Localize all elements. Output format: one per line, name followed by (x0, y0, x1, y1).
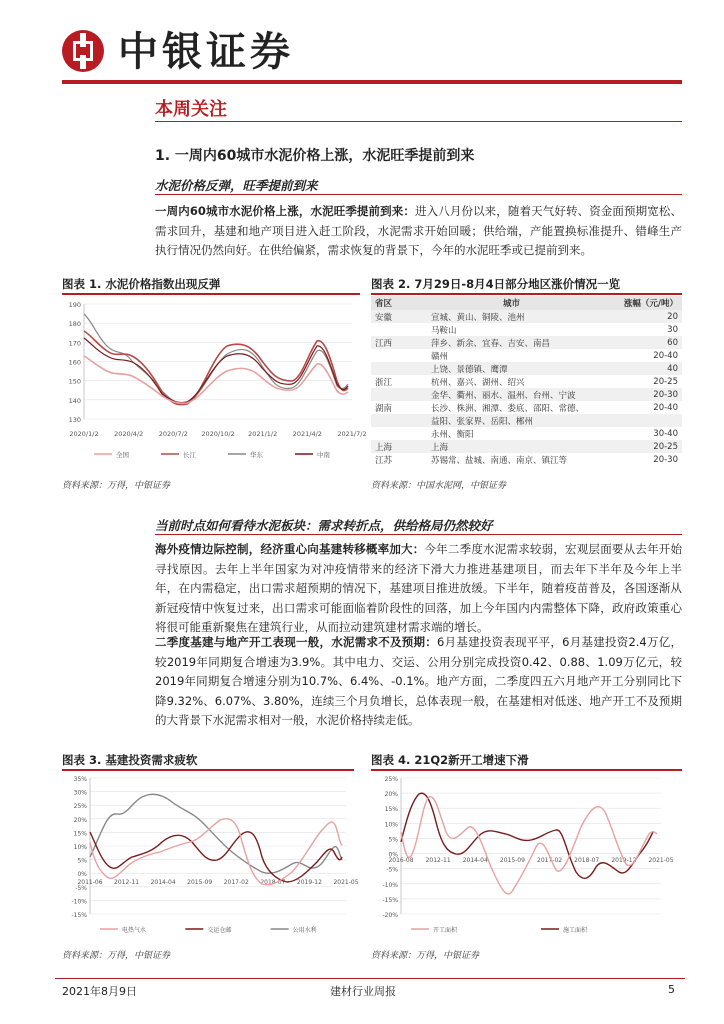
table-cell-city: 宣城、黄山、铜陵、池州 (411, 310, 612, 323)
y-tick-label: 25% (73, 803, 87, 811)
section-title: 本周关注 (155, 99, 227, 120)
subheading-1: 水泥价格反弹，旺季提前到来 (155, 178, 318, 193)
table-row (371, 388, 682, 401)
table-cell-val: 30 (667, 324, 678, 335)
x-tick-label: 2014-04 (150, 879, 176, 886)
figure-3-title: 图表 3. 基建投资需求疲软 (62, 753, 198, 767)
figure-3-rule (62, 769, 354, 771)
table-row (371, 362, 682, 375)
x-tick-label: 2020/4/2 (114, 430, 144, 438)
logo-gap (80, 47, 86, 55)
footer-page: 5 (668, 983, 675, 996)
table-cell-prov (371, 414, 411, 427)
table-row (371, 440, 682, 453)
legend-label: 全国 (116, 451, 129, 459)
figure-2-table (371, 296, 682, 466)
table-cell-prov: 江西 (371, 336, 411, 349)
legend-label: 中南 (317, 451, 330, 459)
table-cell-prov: 江苏 (375, 455, 393, 466)
y-tick-label: -5% (75, 884, 87, 892)
table-cell-val: 20-30 (612, 388, 682, 401)
footer-title: 建材行业周报 (330, 985, 396, 998)
y-tick-label: 190 (68, 301, 81, 309)
y-tick-label: 10% (73, 844, 87, 851)
y-tick-label: 150 (68, 377, 81, 386)
table-cell-prov: 湖南 (375, 403, 393, 414)
legend-label: 电热气水 (122, 927, 147, 934)
footer-rule (55, 978, 685, 979)
figure-2-table-wrap (371, 296, 682, 466)
x-tick-label: 2020/7/2 (158, 430, 188, 438)
y-tick-label: -15% (382, 896, 398, 904)
x-tick-label: 2015-09 (499, 857, 525, 864)
table-cell-city: 杭州、嘉兴、湖州、绍兴 (431, 377, 525, 388)
y-tick-label: 140 (68, 396, 81, 405)
table-row (371, 453, 682, 466)
series-national-line (84, 356, 348, 403)
table-cell-val: 60 (612, 336, 682, 349)
table-cell-city: 赣州 (431, 351, 449, 362)
paragraph-2 (155, 540, 682, 638)
table-cell-prov (371, 388, 411, 401)
figure-3-chart (62, 772, 359, 940)
x-tick-label: 2017-02 (537, 857, 563, 864)
table-row (371, 336, 682, 349)
y-tick-label: 15% (73, 830, 87, 838)
legend-label: 华东 (250, 451, 263, 459)
y-tick-label: 5% (77, 857, 87, 865)
table-row (371, 427, 682, 440)
col-header-province: 省区 (371, 296, 411, 310)
x-tick-label: 2020/10/2 (201, 430, 235, 438)
y-tick-label: 20% (73, 816, 87, 824)
figure-2-title: 图表 2. 7月29日-8月4日部分地区涨价情况一览 (371, 277, 621, 291)
brand-name: 中银证券 (118, 28, 294, 75)
y-tick-label: 160 (68, 358, 81, 367)
table-row (371, 310, 682, 323)
figure-4-source: 资料来源：万得，中银证券 (371, 951, 480, 961)
table-cell-val: 30-40 (653, 428, 678, 439)
subheading-2: 当前时点如何看待水泥板块：需求转折点，供给格局仍然较好 (155, 518, 493, 533)
y-tick-label: 10% (384, 821, 398, 829)
table-cell-city: 马鞍山 (431, 325, 457, 336)
figure-1-rule (62, 293, 360, 295)
figure-1-source: 资料来源：万得，中银证券 (62, 481, 171, 491)
series-zhongnan-line (84, 338, 348, 403)
y-tick-label: -15% (71, 912, 87, 919)
paragraph-3 (155, 633, 682, 731)
x-tick-label: 2018-07 (260, 879, 286, 886)
paragraph-3-lead: 二季度基建与地产开工表现一般，水泥需求不及预期： (155, 635, 438, 649)
legend-label: 长江 (183, 451, 196, 459)
y-tick-label: 30% (73, 789, 87, 797)
table-cell-val: 20-40 (653, 350, 678, 361)
x-tick-label: 2019-12 (611, 857, 637, 864)
figure-4-chart (371, 772, 682, 940)
y-tick-label: 130 (68, 416, 81, 424)
table-cell-prov (371, 362, 411, 375)
y-tick-label: -20% (382, 912, 398, 919)
x-tick-label: 2019-12 (296, 879, 322, 886)
table-cell-val: 40 (612, 362, 682, 375)
subheading-1-rule (155, 194, 682, 195)
x-tick-label: 2014-04 (462, 857, 488, 864)
x-tick-label: 2015-09 (187, 879, 213, 886)
x-tick-label: 2021-05 (648, 857, 674, 864)
y-tick-label: 15% (384, 806, 398, 814)
table-cell-val: 20 (612, 310, 682, 323)
y-tick-label: 0% (388, 851, 398, 859)
x-tick-label: 2021/1/2 (248, 430, 278, 438)
x-tick-label: 2021/7/2 (337, 430, 367, 438)
table-cell-val (612, 414, 682, 427)
figure-4-rule (371, 769, 682, 771)
y-tick-label: 0% (77, 871, 87, 879)
y-tick-label: 180 (68, 320, 81, 329)
heading-1: 1. 一周内60城市水泥价格上涨，水泥旺季提前到来 (155, 148, 475, 164)
table-cell-prov: 上海 (371, 440, 411, 453)
table-row (371, 401, 682, 414)
paragraph-3-text: 6月基建投资表现平平，6月基建投资2.4万亿，较2019年同期复合增速为3.9%。其中电力、交运、公用分别完成投资0.42、0.88、1.09万亿元，较2019年同期复合增速分别为10.7%、6.4%、-0.1%。地产方面，二季度四五六月地产开工分别同比下降9.32%、6.07%、3.80%，连续三个月负增长，总体表现一般，在基建相对低迷、地产开工不及预期的大背景下水泥需求相对一般，水泥价格持续走低。 (155, 635, 683, 727)
table-cell-prov (371, 349, 411, 362)
table-cell-city: 长沙、株洲、湘潭、娄底、邵阳、常德、 (431, 403, 585, 414)
table-cell-city: 苏锡常、盐城、南通、南京、镇江等 (431, 455, 568, 466)
col-header-increase: 涨幅（元/吨） (612, 296, 682, 310)
series-new-start-area-line (401, 797, 657, 894)
y-tick-label: 20% (384, 791, 398, 799)
paragraph-1-lead: 一周内60城市水泥价格上涨，水泥旺季提前到来： (155, 204, 415, 218)
table-row (371, 349, 682, 362)
legend-label: 开工面积 (433, 927, 458, 934)
table-cell-val: 20-25 (612, 440, 682, 453)
x-tick-label: 2021/4/2 (292, 430, 322, 438)
figure-1-chart (62, 296, 367, 466)
subheading-2-rule (155, 534, 682, 535)
header-rule (62, 80, 682, 84)
table-cell-prov (371, 323, 411, 336)
table-cell-city: 永州、衡阳 (431, 429, 474, 440)
table-cell-city: 上海 (411, 440, 612, 453)
series-utilities-line (90, 794, 342, 873)
table-row (371, 414, 682, 427)
y-tick-label: 5% (388, 836, 398, 844)
x-tick-label: 2016-08 (388, 857, 414, 864)
table-cell-city: 金华、衢州、丽水、温州、台州、宁波 (411, 388, 612, 401)
x-tick-label: 2017-02 (223, 879, 249, 886)
y-tick-label: 25% (384, 776, 398, 783)
figure-2-rule (371, 293, 682, 295)
y-tick-label: -5% (386, 866, 398, 874)
x-tick-label: 2011-06 (77, 879, 103, 886)
table-cell-val: 20-30 (653, 454, 678, 465)
paragraph-2-lead: 海外疫情边际控制，经济重心向基建转移概率加大： (155, 542, 425, 556)
legend-label: 施工面积 (563, 927, 588, 934)
table-cell-val: 20-25 (653, 376, 678, 387)
figure-1-title: 图表 1. 水泥价格指数出现反弹 (62, 277, 221, 291)
table-cell-city: 萍乡、新余、宜春、吉安、南昌 (411, 336, 612, 349)
table-cell-city: 上饶、景德镇、鹰潭 (411, 362, 612, 375)
y-tick-label: 170 (68, 339, 81, 348)
table-row (371, 375, 682, 388)
legend-label: 公用水利 (292, 927, 317, 934)
footer-date: 2021年8月9日 (62, 985, 137, 998)
x-tick-label: 2018-07 (574, 857, 600, 864)
legend-label: 交运仓邮 (207, 927, 232, 934)
y-tick-label: 35% (73, 776, 87, 783)
figure-2-source: 资料来源：中国水泥网，中银证券 (371, 481, 507, 491)
table-row (371, 323, 682, 336)
x-tick-label: 2021-05 (333, 879, 359, 886)
x-tick-label: 2012-11 (114, 879, 140, 886)
col-header-city: 城市 (411, 296, 612, 310)
table-cell-prov: 浙江 (375, 377, 393, 388)
figure-3-source: 资料来源：万得，中银证券 (62, 951, 171, 961)
paragraph-1-text: 进入八月份以来，随着天气好转、资金面预期宽松、需求回升，基建和地产项目进入赶工阶段，水泥需求开始回暖；供给端，产能置换标准提升、错峰生产执行情况仍然向好。在供给偏紧，需求恢复的背景下，今年的水泥旺季或已提前到来。 (155, 204, 682, 257)
figure-4-title: 图表 4. 21Q2新开工增速下滑 (371, 753, 529, 767)
table-cell-val: 20-40 (653, 402, 678, 413)
x-tick-label: 2012-11 (425, 857, 451, 864)
y-tick-label: -10% (71, 898, 87, 906)
paragraph-1 (155, 202, 682, 261)
table-cell-city: 益阳、张家界、岳阳、郴州 (411, 414, 612, 427)
y-tick-label: -10% (382, 881, 398, 889)
x-tick-label: 2020/1/2 (69, 430, 99, 438)
table-cell-prov (371, 427, 411, 440)
table-cell-prov: 安徽 (371, 310, 411, 323)
paragraph-2-text: 今年二季度水泥需求较弱，宏观层面要从去年开始寻找原因。去年上半年国家为对冲疫情带来的经济下滑大力推进基建项目，而去年下半年及今年上半年，在内需稳定，出口需求超预期的情况下，基建项目推进放缓。下半年，随着疫苗普及，各国逐渐从新冠疫情中恢复过来，出口需求可能面临着阶段性的回落，加上今年国内内需整体下降，政府政策重心将很可能重新聚焦在建筑行业，从而拉动建筑建材需求端的增长。 (155, 542, 683, 634)
section-rule (155, 121, 682, 122)
